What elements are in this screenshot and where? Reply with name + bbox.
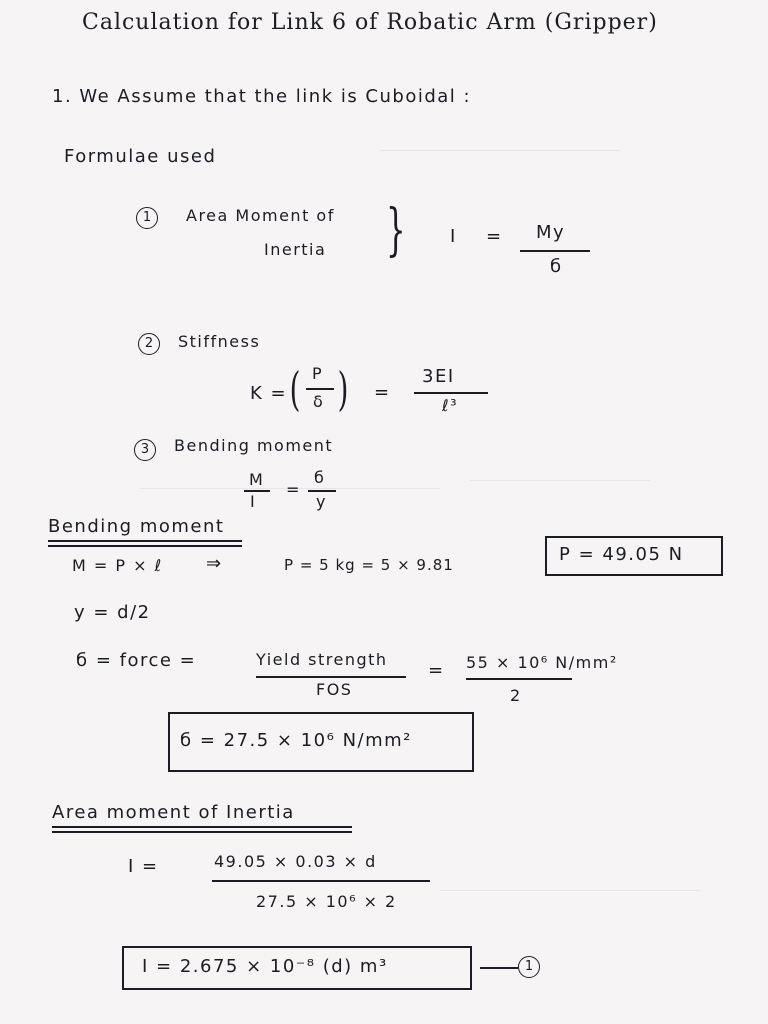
bleed-mark: [440, 890, 700, 891]
formula-number-1: 1: [136, 207, 158, 229]
formula1-lhs: I: [450, 226, 457, 247]
y-equation: y = d/2: [74, 602, 151, 623]
boxed-result-inertia: [122, 946, 472, 990]
formula3-sigma: б: [314, 468, 326, 487]
assumption-line: 1. We Assume that the link is Cuboidal :: [52, 86, 472, 107]
formula2-numerator: 3EI: [422, 366, 455, 387]
fraction-bar: [244, 490, 270, 492]
value-denominator: 2: [510, 686, 522, 705]
formula3-y: y: [316, 492, 327, 511]
equation-ref-1: 1: [518, 956, 540, 978]
implies-arrow: ⇒: [206, 553, 223, 574]
formula2-k: K =: [250, 383, 288, 404]
formula3-i: I: [250, 492, 257, 511]
formulae-heading: Formulae used: [64, 146, 217, 167]
heading-underline: [52, 826, 352, 828]
heading-underline: [48, 540, 242, 542]
formula3-label: Bending moment: [174, 436, 334, 455]
page-title: Calculation for Link 6 of Robatic Arm (Gripper): [82, 10, 658, 35]
formula1-equals: =: [486, 226, 503, 247]
sigma-lhs: б = force =: [76, 650, 197, 671]
brace-symbol: }: [386, 198, 406, 263]
formula1-label-line1: Area Moment of: [186, 206, 335, 225]
formula3-equals: =: [286, 480, 301, 499]
formula2-p: P: [312, 364, 324, 383]
fraction-bar: [212, 880, 430, 882]
heading-underline: [48, 545, 242, 547]
inertia-denominator: 27.5 × 10⁶ × 2: [256, 892, 397, 911]
formula1-numerator: My: [536, 222, 566, 243]
inertia-numerator: 49.05 × 0.03 × d: [214, 852, 377, 871]
fraction-bar: [306, 388, 334, 390]
reference-line: [480, 967, 518, 969]
formula1-denominator: б: [550, 256, 563, 277]
heading-underline: [52, 831, 352, 833]
formula3-m: M: [249, 470, 265, 489]
yield-denominator: FOS: [316, 680, 353, 699]
bending-heading: Bending moment: [48, 516, 225, 537]
formula1-label-line2: Inertia: [264, 240, 327, 259]
fraction-bar: [466, 678, 572, 680]
formula-number-3: 3: [134, 439, 156, 461]
bending-eq1: M = P × ℓ: [72, 556, 163, 575]
paren-right: ): [337, 362, 349, 416]
formula2-equals: =: [374, 382, 391, 403]
equals-sign: =: [428, 660, 445, 681]
boxed-inertia-value: I = 2.675 × 10⁻⁸ (d) m³: [142, 956, 388, 977]
formula2-denominator: ℓ³: [442, 396, 459, 415]
boxed-sigma-value: б = 27.5 × 10⁶ N/mm²: [180, 730, 412, 751]
yield-numerator: Yield strength: [256, 650, 388, 669]
formula2-label: Stiffness: [178, 332, 261, 351]
bleed-mark: [380, 150, 620, 151]
inertia-lhs: I =: [128, 856, 159, 877]
boxed-result-sigma: [168, 712, 474, 772]
fraction-bar: [414, 392, 488, 394]
value-numerator: 55 × 10⁶ N/mm²: [466, 653, 618, 672]
bleed-mark: [470, 480, 650, 481]
boxed-p-value: P = 49.05 N: [559, 544, 684, 565]
fraction-bar: [256, 676, 406, 678]
formula-number-2: 2: [138, 333, 160, 355]
paren-left: (: [289, 362, 301, 416]
inertia-heading: Area moment of Inertia: [52, 802, 295, 823]
boxed-result-p: [545, 536, 723, 576]
fraction-bar: [520, 250, 590, 252]
formula2-delta: δ: [313, 392, 325, 411]
bending-p-calc: P = 5 kg = 5 × 9.81: [284, 556, 454, 574]
